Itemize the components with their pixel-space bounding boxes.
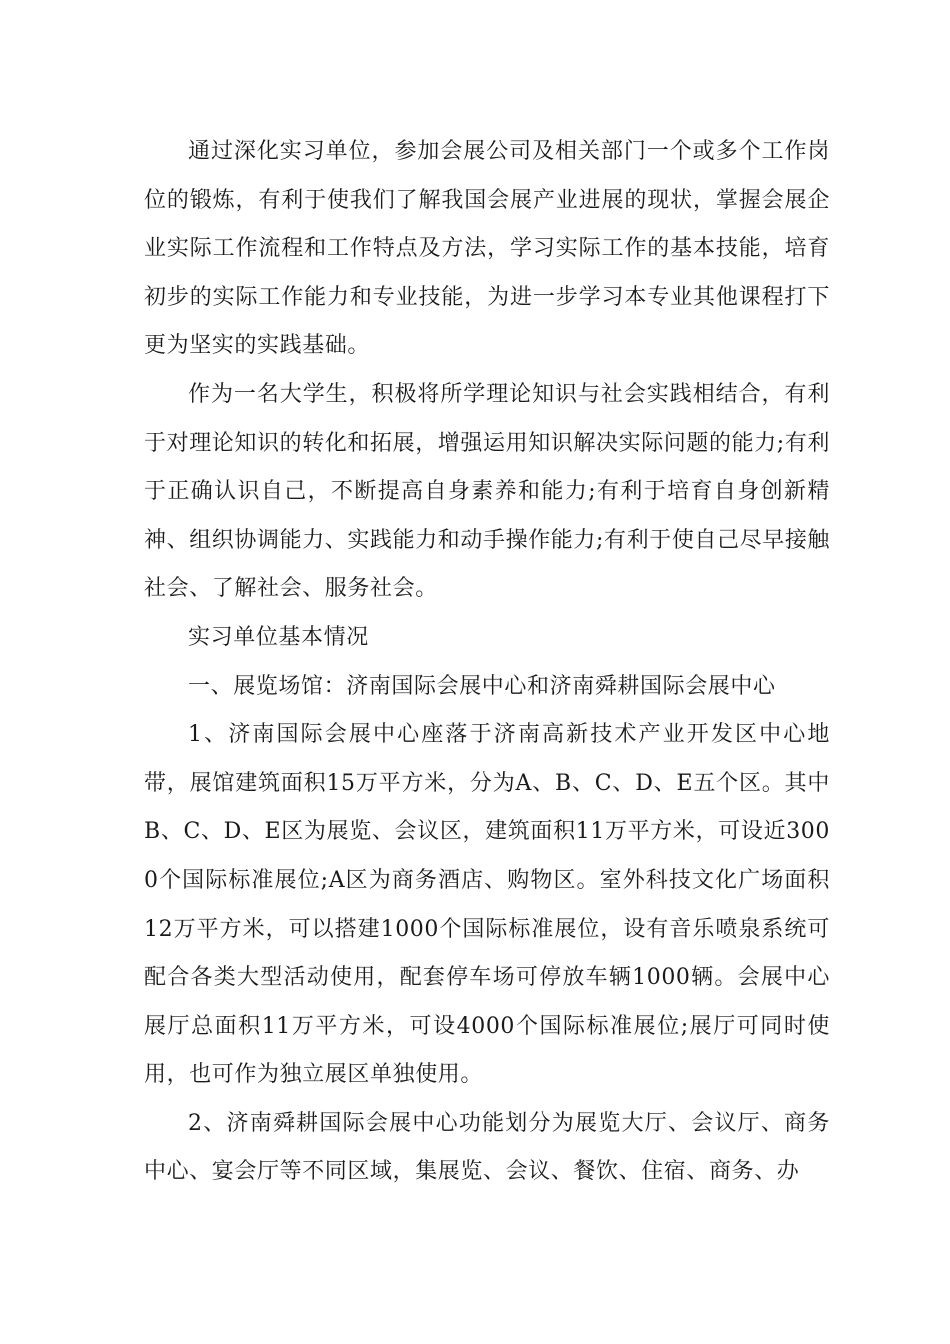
- paragraph-internship-purpose: 通过深化实习单位，参加会展公司及相关部门一个或多个工作岗位的锻炼，有利于使我们了解我国会展产业进展的现状，掌握会展企业实际工作流程和工作特点及方法，学习实际工作的基本技能，培育初步的实际工作能力和专业技能，为进一步学习本专业其他课程打下更为坚实的实践基础。: [144, 139, 830, 359]
- section-heading-venues: 一、展览场馆：济南国际会展中心和济南舜耕国际会展中心: [188, 673, 776, 699]
- section-heading-unit-overview: 实习单位基本情况: [188, 624, 369, 650]
- document-body: [144, 128, 830, 1197]
- paragraph-shungeng-center: 2、济南舜耕国际会展中心功能划分为展览大厅、会议厅、商务中心、宴会厅等不同区域，集展览、会议、餐饮、住宿、商务、办: [144, 1110, 830, 1185]
- paragraph-student-practice: 作为一名大学生，积极将所学理论知识与社会实践相结合，有利于对理论知识的转化和拓展，增强运用知识解决实际问题的能力;有利于正确认识自己，不断提高自身素养和能力;有利于培育自身创新精神、组织协调能力、实践能力和动手操作能力;有利于使自己尽早接触社会、了解社会、服务社会。: [144, 381, 831, 602]
- paragraph-jinan-international-center: 1、济南国际会展中心座落于济南高新技术产业开发区中心地带，展馆建筑面积15万平方米，分为A、B、C、D、E五个区。其中B、C、D、E区为展览、会议区，建筑面积11万平方米，可设近3000个国际标准展位;A区为商务酒店、购物区。室外科技文化广场面积12万平方米，可以搭建1000个国际标准展位，设有音乐喷泉系统可配合各类大型活动使用，配套停车场可停放车辆1000辆。会展中心展厅总面积11万平方米，可设4000个国际标准展位;展厅可同时使用，也可作为独立展区单独使用。: [144, 722, 830, 1088]
